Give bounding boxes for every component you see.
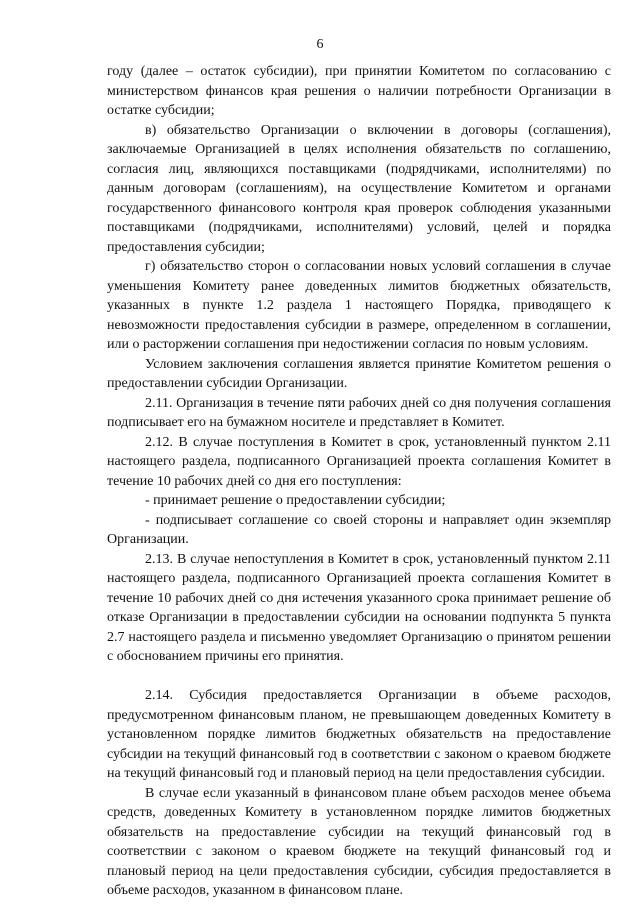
list-item-signing: - подписывает соглашение со своей стороны и направляет один экземпляр Организации. (107, 512, 611, 547)
paragraph-2-13: 2.13. В случае непоступления в Комитет в срок, установленный пунктом 2.11 настоящего раздела, подписанного Организацией проекта соглашения Комитет в течение 10 рабочих дней со дня истечения указанного срока принимает решение об отказе Организации в предоставлении субсидии на основании подпункта 5 пункта 2.7 настоящего раздела и письменно уведомляет Организацию о принятом решении с обоснованием причины его принятия. (107, 551, 611, 664)
paragraph-item-g: г) обязательство сторон о согласовании новых условий соглашения в случае уменьшения Комитету ранее доведенных лимитов бюджетных обязательств, указанных в пункте 1.2 раздела 1 настоящего Порядка, приводящего к невозможности предоставления субсидии в размере, определенном в соглашении, или о расторжении соглашения при недостижении согласия по новым условиям. (107, 259, 611, 352)
document-body (107, 62, 611, 901)
paragraph-volume-condition: В случае если указанный в финансовом плане объем расходов менее объема средств, доведенных Комитету в установленном порядке лимитов бюджетных обязательств на предоставление субсидии на текущий финансовый год в соответствии с законом о краевом бюджете на текущий финансовый год и плановый период на цели предоставления субсидии, субсидия предоставляется в объеме расходов, указанном в финансовом плане. (107, 785, 611, 898)
paragraph-2-14: 2.14. Субсидия предоставляется Организации в объеме расходов, предусмотренном финансовым планом, не превышающем доведенных Комитету в установленном порядке лимитов бюджетных обязательств на предоставление субсидии на текущий финансовый год в соответствии с законом о краевом бюджете на текущий финансовый год и плановый период на цели предоставления субсидии. (107, 688, 611, 781)
paragraph-agreement-condition: Условием заключения соглашения является принятие Комитетом решения о предоставлении субсидии Организации. (107, 356, 611, 391)
paragraph-2-12: 2.12. В случае поступления в Комитет в срок, установленный пунктом 2.11 настоящего раздела, подписанного Организацией проекта соглашения Комитет в течение 10 рабочих дней со дня его поступления: (107, 434, 611, 489)
paragraph-2-11: 2.11. Организация в течение пяти рабочих дней со дня получения соглашения подписывает его на бумажном носителе и представляет в Комитет. (107, 395, 611, 430)
paragraph-item-v: в) обязательство Организации о включении в договоры (соглашения), заключаемые Организацией в целях исполнения обязательств по соглашению, согласия лиц, являющихся поставщиками (подрядчиками, исполнителями) по данным договорам (соглашениям), на осуществление Комитетом и органами государственного финансового контроля края проверок соблюдения указанными поставщиками (подрядчиками, исполнителями) условий, целей и порядка предоставления субсидии; (107, 122, 611, 255)
list-item-decision: - принимает решение о предоставлении субсидии; (145, 493, 446, 508)
page-number: 6 (316, 37, 324, 52)
paragraph-subsidy-remainder: году (далее – остаток субсидии), при принятии Комитетом по согласованию с министерством финансов края решения о наличии потребности Организации в остатке субсидии; (107, 64, 611, 118)
